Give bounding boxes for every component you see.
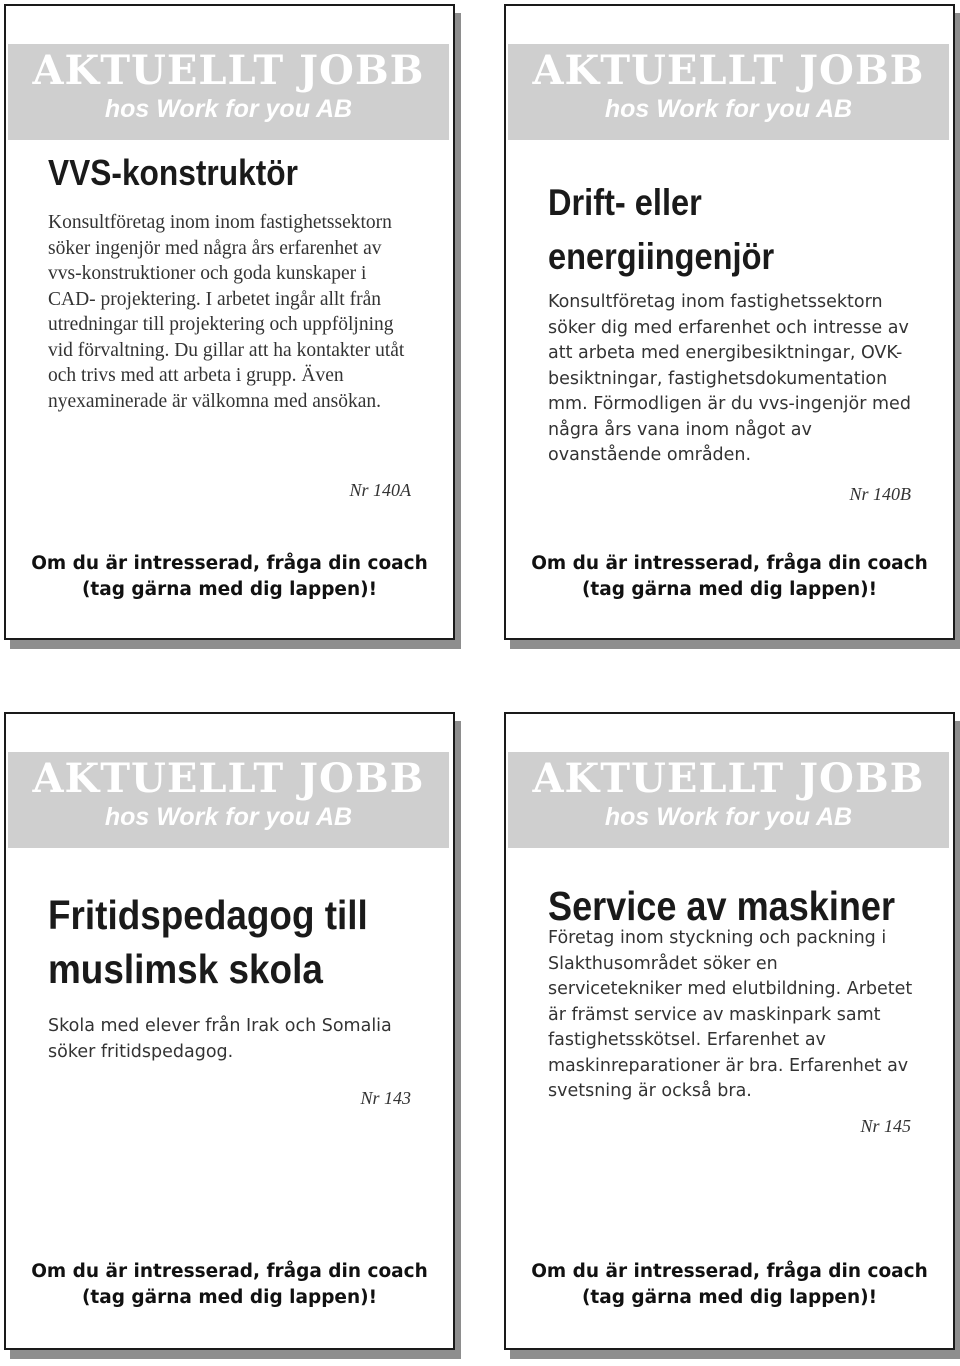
job-title: Service av maskiner <box>548 883 896 929</box>
job-card-140a <box>4 4 455 640</box>
job-number: Nr 140B <box>849 484 911 504</box>
banner-title: AKTUELLT JOBB <box>532 47 925 94</box>
job-card-143 <box>4 712 455 1350</box>
coach-note-line1: Om du är intresserad, fråga din coach <box>531 553 928 574</box>
job-banner <box>8 44 449 140</box>
job-description: Konsultföretag inom inom fastighetssektorn söker ingenjör med några års erfarenhet av vvs-konstruktioner och goda kunskaper i CAD- projektering. I arbetet ingår allt från utredningar till projektering och uppföljning vid förvaltning. Du gillar att ha kontakter utåt och trivs med att arbeta i grupp. Även nyexaminerade är välkomna med ansökan. <box>48 212 405 412</box>
coach-note <box>6 1259 453 1311</box>
banner-title: AKTUELLT JOBB <box>32 47 425 94</box>
banner-title: AKTUELLT JOBB <box>32 755 425 802</box>
coach-note-line1: Om du är intresserad, fråga din coach <box>531 1261 928 1282</box>
coach-note-line1: Om du är intresserad, fråga din coach <box>31 553 428 574</box>
job-number: Nr 145 <box>860 1116 911 1136</box>
job-card-145 <box>504 712 955 1350</box>
coach-note <box>506 551 953 603</box>
coach-note <box>6 551 453 603</box>
job-title: Fritidspedagog till muslimsk skola <box>48 892 368 992</box>
job-banner <box>508 44 949 140</box>
job-number: Nr 140A <box>349 480 411 500</box>
job-banner <box>508 752 949 848</box>
job-title: VVS-konstruktör <box>48 152 298 193</box>
banner-subtitle: hos Work for you AB <box>604 95 853 123</box>
job-title: Drift- eller energiingenjör <box>548 182 775 277</box>
coach-note-line2: (tag gärna med dig lappen)! <box>581 1287 878 1308</box>
banner-title: AKTUELLT JOBB <box>532 755 925 802</box>
job-card-140b <box>504 4 955 640</box>
job-number: Nr 143 <box>360 1088 411 1108</box>
coach-note-line2: (tag gärna med dig lappen)! <box>81 579 378 600</box>
job-description: Skola med elever från Irak och Somalia söker fritidspedagog. <box>48 1016 392 1062</box>
job-description: Företag inom styckning och packning i Slakthusområdet söker en servicetekniker med elutbildning. Arbetet är främst service av maskinpark samt fastighetsskötsel. Erfarenhet av maskinreparationer är bra. Erfarenhet av svetsning är också bra. <box>548 928 913 1101</box>
coach-note-line2: (tag gärna med dig lappen)! <box>581 579 878 600</box>
banner-subtitle: hos Work for you AB <box>604 803 853 831</box>
banner-subtitle: hos Work for you AB <box>104 95 353 123</box>
job-description: Konsultföretag inom fastighetssektorn söker dig med erfarenhet och intresse av att arbeta med energibesiktningar, OVK-besiktningar, fastighetsdokumentation mm. Förmodligen är du vvs-ingenjör med några års vana inom något av ovanstående områden. <box>548 292 911 465</box>
coach-note <box>506 1259 953 1311</box>
coach-note-line1: Om du är intresserad, fråga din coach <box>31 1261 428 1282</box>
banner-subtitle: hos Work for you AB <box>104 803 353 831</box>
job-banner <box>8 752 449 848</box>
coach-note-line2: (tag gärna med dig lappen)! <box>81 1287 378 1308</box>
